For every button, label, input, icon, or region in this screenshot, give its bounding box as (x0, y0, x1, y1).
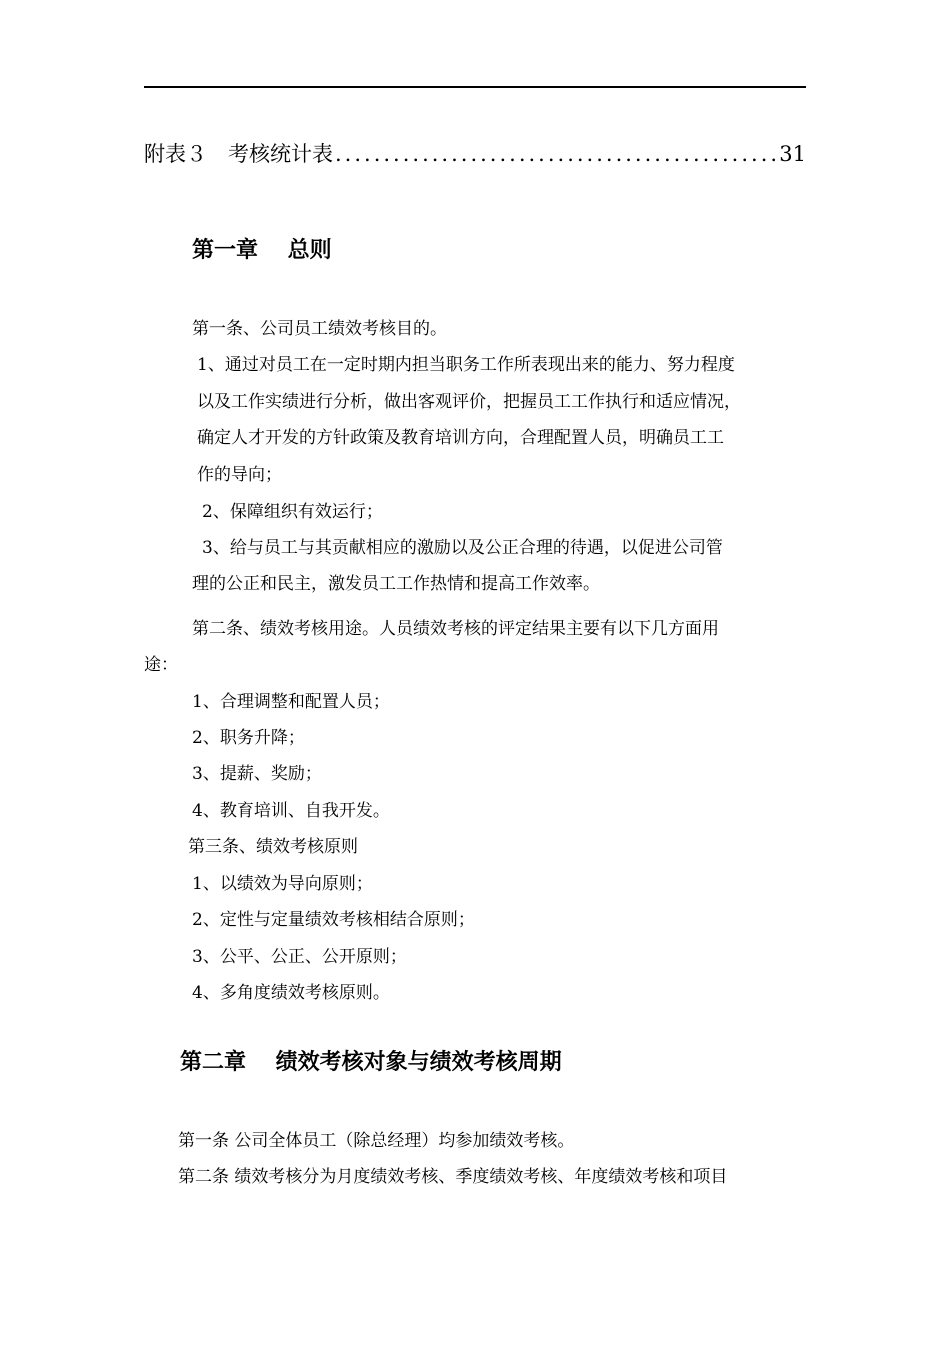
ch1-line-4: 确定人才开发的方针政策及教育培训方向，合理配置人员，明确员工工 (197, 428, 724, 448)
toc-entry-label: 附表３ 考核统计表 (144, 142, 333, 166)
ch1-line-15: 第三条、绩效考核原则 (188, 837, 358, 857)
toc-page-number: 31 (779, 142, 806, 166)
chapter2-title: 第二章 绩效考核对象与绩效考核周期 (180, 1050, 562, 1075)
ch1-line-3: 以及工作实绩进行分析，做出客观评价，把握员工工作执行和适应情况， (197, 392, 741, 412)
ch2-line-2: 第二条 绩效考核分为月度绩效考核、季度绩效考核、年度绩效考核和项目 (178, 1167, 728, 1187)
ch1-line-16: 1、以绩效为导向原则； (192, 874, 373, 894)
chapter1-title: 第一章 总则 (192, 238, 332, 263)
ch1-line-18: 3、公平、公正、公开原则； (192, 947, 407, 967)
ch1-line-9: 第二条、绩效考核用途。人员绩效考核的评定结果主要有以下几方面用 (192, 619, 719, 639)
toc-entry[interactable] (144, 138, 806, 170)
ch1-line-8: 理的公正和民主，激发员工工作热情和提高工作效率。 (192, 574, 600, 594)
ch1-line-13: 3、提薪、奖励； (192, 764, 322, 784)
ch1-line-7: 3、给与员工与其贡献相应的激励以及公正合理的待遇，以促进公司管 (202, 538, 723, 558)
ch1-line-19: 4、多角度绩效考核原则。 (192, 983, 390, 1003)
ch1-line-11: 1、合理调整和配置人员； (192, 692, 390, 712)
header-rule (144, 86, 806, 88)
ch1-line-2: 1、通过对员工在一定时期内担当职务工作所表现出来的能力、努力程度 (197, 355, 735, 375)
ch1-line-14: 4、教育培训、自我开发。 (192, 801, 390, 821)
toc-leader-dots (335, 138, 777, 170)
ch2-line-1: 第一条 公司全体员工（除总经理）均参加绩效考核。 (178, 1131, 575, 1151)
ch1-line-1: 第一条、公司员工绩效考核目的。 (192, 319, 447, 339)
ch1-line-5: 作的导向； (197, 465, 282, 485)
ch1-line-10: 途： (144, 655, 178, 675)
ch1-line-6: 2、保障组织有效运行； (202, 502, 383, 522)
ch1-line-17: 2、定性与定量绩效考核相结合原则； (192, 910, 475, 930)
ch1-line-12: 2、职务升降； (192, 728, 305, 748)
